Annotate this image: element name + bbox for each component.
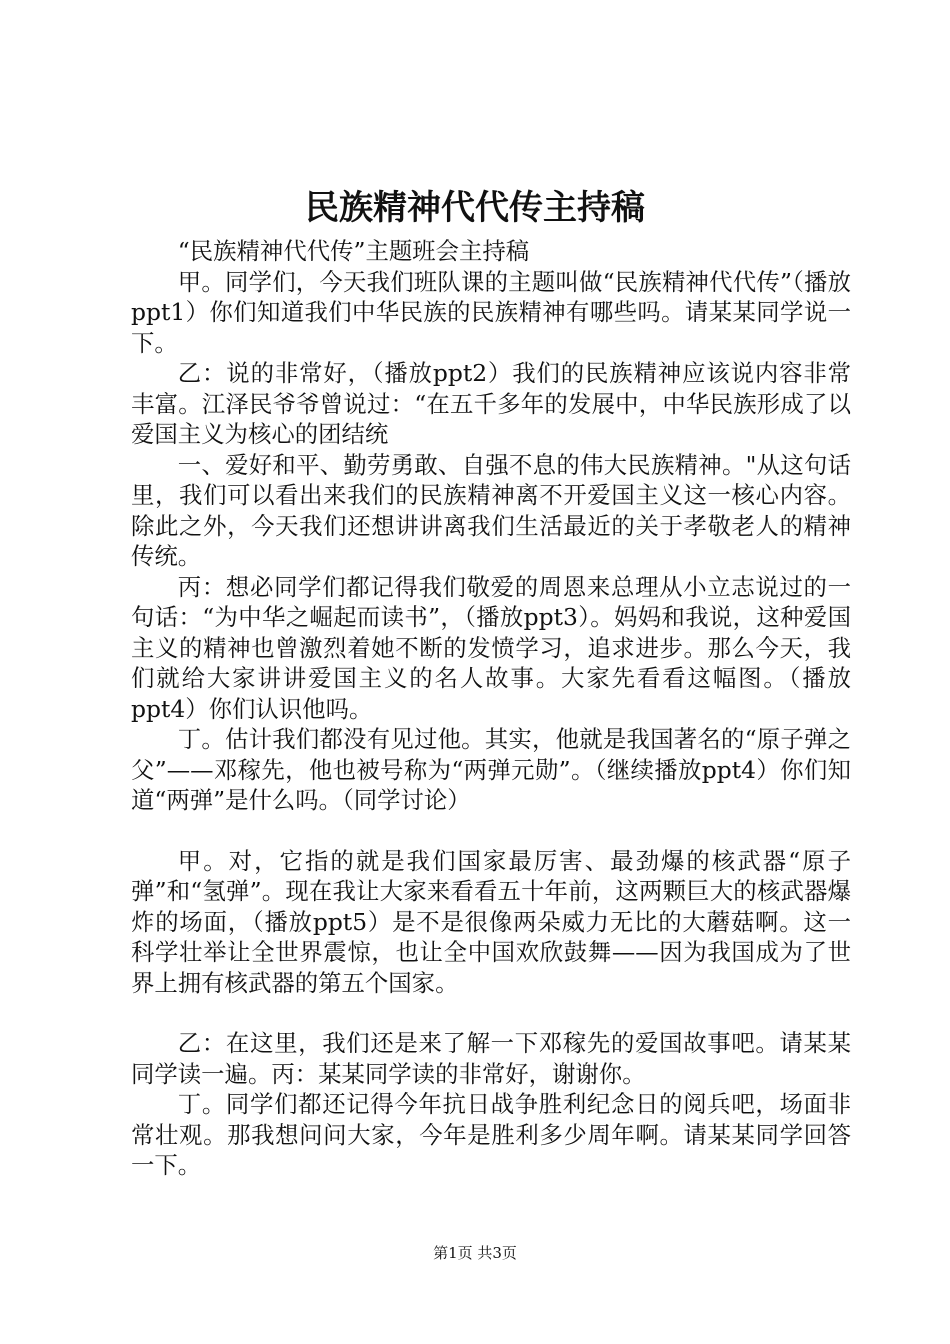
paragraph-jia-1: 甲。同学们，今天我们班队课的主题叫做“民族精神代代传”（播放ppt1）你们知道我们中华民族的民族精神有哪些吗。请某某同学说一下。	[131, 267, 851, 357]
paragraph-yi-2: 乙：在这里，我们还是来了解一下邓稼先的爱国故事吧。请某某同学读一遍。丙：某某同学读的非常好，谢谢你。	[131, 1029, 851, 1088]
paragraph-yi-1: 乙：说的非常好，（播放ppt2）我们的民族精神应该说内容非常丰富。江泽民爷爷曾说过：“在五千多年的发展中，中华民族形成了以爱国主义为核心的团结统	[131, 359, 851, 448]
paragraph-bing-1: 丙：想必同学们都记得我们敬爱的周恩来总理从小立志说过的一句话：“为中华之崛起而读书”，（播放ppt3）。妈妈和我说，这种爱国主义的精神也曾激烈着她不断的发愤学习，追求进步。那么今天，我们就给大家讲讲爱国主义的名人故事。大家先看看这幅图。（播放ppt4）你们认识他吗。	[131, 572, 851, 723]
document-title: 民族精神代代传主持稿	[305, 188, 645, 228]
paragraph-jia-2: 甲。对，它指的就是我们国家最厉害、最劲爆的核武器“原子弹”和“氢弹”。现在我让大家来看看五十年前，这两颗巨大的核武器爆炸的场面，（播放ppt5）是不是很像两朵威力无比的大蘑菇啊。这一科学壮举让全世界震惊，也让全中国欢欣鼓舞——因为我国成为了世界上拥有核武器的第五个国家。	[131, 846, 851, 997]
document-body	[131, 236, 851, 1181]
paragraph-ding-2: 丁。同学们都还记得今年抗日战争胜利纪念日的阅兵吧，场面非常壮观。那我想问问大家，今年是胜利多少周年啊。请某某同学回答一下。	[131, 1090, 851, 1179]
paragraph-continuation: 一、爱好和平、勤劳勇敢、自强不息的伟大民族精神。"从这句话里，我们可以看出来我们的民族精神离不开爱国主义这一核心内容。除此之外，今天我们还想讲讲离我们生活最近的关于孝敬老人的精神传统。	[131, 450, 851, 570]
paragraph-ding-1: 丁。估计我们都没有见过他。其实，他就是我国著名的“原子弹之父”——邓稼先，他也被号称为“两弹元勋”。（继续播放ppt4）你们知道“两弹”是什么吗。（同学讨论）	[131, 725, 851, 814]
paragraph-intro: “民族精神代代传”主题班会主持稿	[177, 237, 530, 265]
page-footer: 第1页 共3页	[433, 1244, 517, 1262]
